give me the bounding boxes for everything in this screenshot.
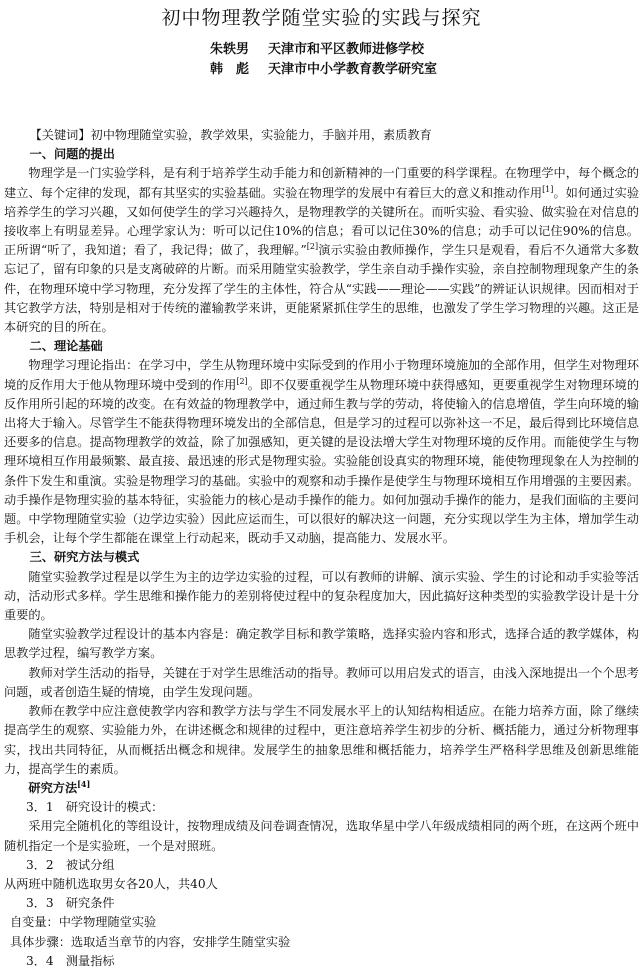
author-name: 朱轶男 [210,42,250,57]
page-title: 初中物理教学随堂实验的实践与探究 [161,7,482,29]
subheading: 3．3 研究条件 [25,896,115,911]
paragraph: 从两班中随机选取男女各20人，共40人 [4,876,218,891]
paragraph: 随堂实验教学过程是以学生为主的边学边实验的过程，可以有教师的讲解、演示实验、学生的讨论和动手实验等活动，活动形式多样。学生思维和操作能力的差别将使过程中的复杂程度加大，因此搞好这种类型的实验教学设计是十分重要的。 [4,569,639,623]
citation: [4] [77,778,91,789]
author-affiliation: 天津市中小学教育教学研究室 [268,62,438,77]
paragraph: 随堂实验教学过程设计的基本内容是：确定教学目标和教学策略，选择实验内容和形式，选择合适的教学媒体，构思教学过程，编写教学方案。 [4,627,639,661]
author-line-1 [4,40,639,60]
subheading: 3．2 被试分组 [25,857,115,872]
citation: [2] [306,242,319,252]
subsection-heading-research-method: 研究方法[4] [28,778,91,795]
paragraph: 物理学是一门实验学科，是有利于培养学生动手能力和创新精神的一门重要的科学课程。在物理学中，每个概念的建立、每个定律的发现，都有其坚实的实验基础。实验在物理学的发展中有着巨大的意义和推动作用[1]。如何通过实验培养学生的学习兴趣，又如何使学生的学习兴趣持久，是物理教学的关键所在。而听实验、看实验、做实验在对信息的接收率上有明显差异。心理学家认为：听可以记住10%的信息；看可以记住30%的信息；动手可以记住90%的信息。正所谓“听了，我知道；看了，我记得；做了，我理解。”[2]演示实验由教师操作，学生只是观看，看后不久通常大多数忘记了，留有印象的只是支离破碎的片断。而采用随堂实验教学，学生亲自动手操作实验，亲自控制物理现象产生的条件，在物理环境中学习物理，充分发挥了学生的主体性，符合从“实践——理论——实践”的辨证认识规律。因而相对于其它教学方法，特别是相对于传统的灌输教学来讲，更能紧紧抓住学生的思维，也激发了学生学习物理的兴趣。这正是本研究的目的所在。 [4,166,640,335]
paragraph: 采用完全随机化的等组设计，按物理成绩及问卷调查情况，选取华星中学八年级成绩相同的两个班，在这两个班中随机指定一个是实验班，一个是对照班。 [4,819,639,853]
keywords: 【关键词】初中物理随堂实验，教学效果，实验能力，手脑并用，素质教育 [29,128,432,142]
author-line-2 [4,60,639,80]
citation: [2] [236,376,248,386]
article-body [4,126,639,971]
author-affiliation: 天津市和平区教师进修学校 [268,42,425,57]
paragraph: 具体步骤：选取适当章节的内容，安排学生随堂实验 [10,934,291,949]
section-heading-problem: 一、问题的提出 [29,147,115,162]
section-heading-method: 三、研究方法与模式 [29,550,140,565]
paragraph: 教师对学生活动的指导，关键在于对学生思维活动的指导。教师可以用启发式的语言，由浅入深地提出一个个思考问题，或者创造生疑的情境，由学生发现问题。 [4,665,639,699]
subheading: 3．4 测量指标 [25,953,115,968]
paragraph: 物理学习理论指出：在学习中，学生从物理环境中实际受到的作用小于物理环境施加的全部作用，但学生对物理环境的反作用大于他从物理环境中受到的作用[2]。即不仅要重视学生从物理环境中获得感知，更要重视学生对物理环境的反作用所引起的环境的改变。在有效益的物理教学中，通过师生教与学的劳动，将使输入的信息增值，学生向环境的输出将大于输入。尽管学生不能获得物理环境发出的全部信息，但是学习的过程可以弥补这一不足，最后得到比环境信息还要多的信息。提高物理教学的效益，除了加强感知，更关键的是设法增大学生对物理环境的反作用。而能使学生与物理环境相互作用最频繁、最直接、最迅速的形式是物理实验。实验能创设真实的物理环境，能使物理现象在人为控制的条件下发生和重演。实验是物理学习的基础。实验中的观察和动手操作是使学生与物理环境相互作用增强的主要因素。动手操作是物理实验的基本特征，实验能力的核心是动手操作的能力。如何加强动手操作的能力，是我们面临的主要问题。中学物理随堂实验（边学边实验）因此应运而生，可以很好的解决这一问题，充分实现以学生为主体，增加学生动手机会，让每个学生都能在课堂上行动起来，既动手又动脑，提高能力、发展水平。 [4,358,640,546]
subheading: 3．1 研究设计的模式： [25,800,164,815]
author-name: 韩 彪 [210,62,250,77]
citation: [1] [542,184,554,194]
paragraph: 自变量：中学物理随堂实验 [10,915,157,930]
section-heading-theory: 二、理论基础 [29,339,103,354]
paragraph: 教师在教学中应注意使教学内容和教学方法与学生不同发展水平上的认知结构相适应。在能力培养方面，除了继续提高学生的观察、实验能力外，在讲述概念和规律的过程中，更注意培养学生初步的分析、概括能力，通过分析物理事实，找出共同特征，从而概括出概念和规律。发展学生的抽象思维和概括能力，培养学生严格科学思维及创新思维能力，提高学生的素质。 [4,704,639,776]
